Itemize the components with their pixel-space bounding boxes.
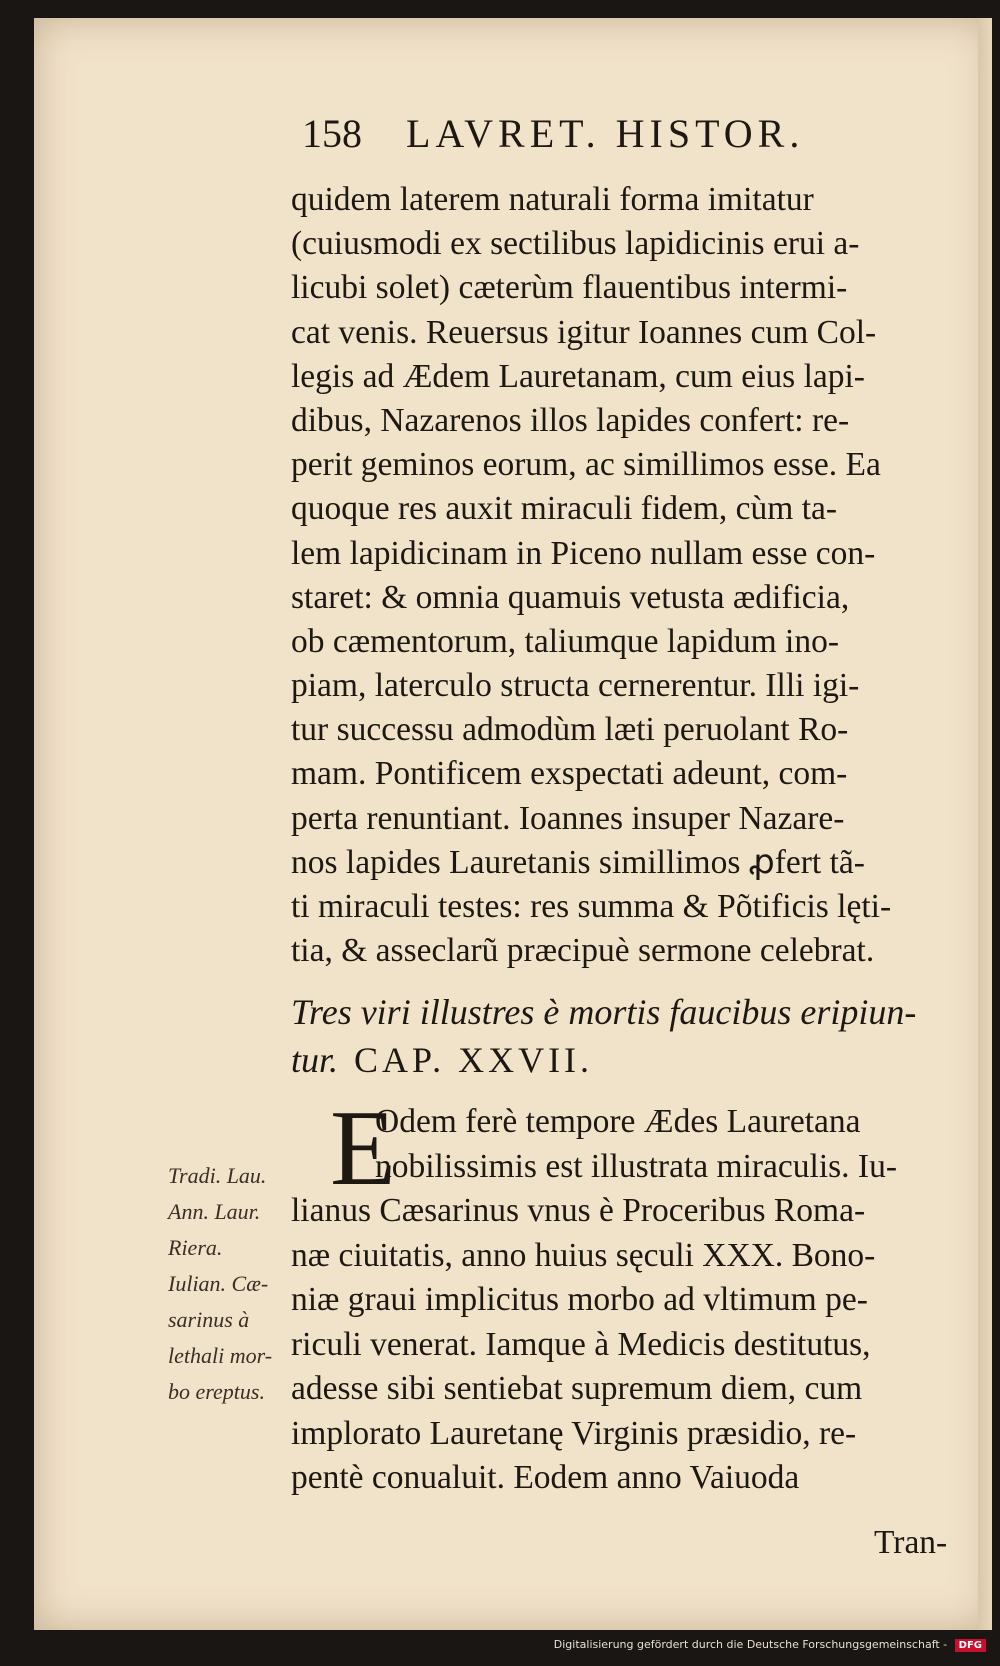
text-line: staret: & omnia quamuis vetusta ædificia, bbox=[291, 578, 850, 616]
marginal-note-line: Ann. Laur. bbox=[168, 1199, 261, 1224]
text-line: legis ad Ædem Lauretanam, cum eius lapi- bbox=[291, 357, 865, 395]
text-line: (cuiusmodi ex sectilibus lapidicinis erui a- bbox=[291, 225, 860, 263]
marginal-note bbox=[168, 1158, 308, 1410]
text-line: dibus, Nazarenos illos lapides confert: re- bbox=[291, 401, 850, 439]
drop-cap: E bbox=[330, 1089, 396, 1208]
chapter-heading bbox=[291, 988, 981, 1084]
credit-text: Digitalisierung gefördert durch die Deutsche Forschungsgemeinschaft - bbox=[553, 1638, 948, 1651]
text-line: tur successu admodùm læti peruolant Ro- bbox=[291, 711, 849, 749]
text-line: nobilissimis est illustrata miraculis. Iu- bbox=[375, 1147, 897, 1185]
marginal-note-line: lethali mor- bbox=[168, 1343, 273, 1368]
text-line: perta renuntiant. Ioannes insuper Nazare- bbox=[291, 799, 845, 837]
text-line: perit geminos eorum, ac simillimos esse. Ea bbox=[291, 446, 881, 484]
digitization-credit bbox=[0, 1638, 1000, 1660]
text-line: nos lapides Lauretanis simillimos ꝓfert tã- bbox=[291, 843, 865, 881]
chapter-heading-end: tur. bbox=[291, 1040, 339, 1080]
catchword: Tran- bbox=[874, 1524, 948, 1561]
running-title: LAVRET. HISTOR. bbox=[406, 111, 805, 156]
text-line: ti miraculi testes: res summa & Põtificis lętі- bbox=[291, 888, 892, 925]
paragraph-continuation bbox=[291, 178, 981, 973]
running-header bbox=[302, 110, 942, 170]
text-line: ob cæmentorum, taliumque lapidum ino- bbox=[291, 622, 840, 660]
text-line: implorato Lauretanę Virginis præsidio, re- bbox=[291, 1414, 857, 1452]
text-line: tia, & asseclarũ præcipuè sermone celebrat. bbox=[291, 932, 875, 970]
chapter-heading-line: Tres viri illustres è mortis faucibus eripiun- bbox=[291, 992, 917, 1032]
text-line: riculi venerat. Iamque à Medicis destitutus, bbox=[291, 1325, 871, 1363]
page-number: 158 bbox=[302, 111, 362, 156]
marginal-note-line: sarinus à bbox=[168, 1307, 250, 1332]
text-line: licubi solet) cæterùm flauentibus intermi- bbox=[291, 269, 848, 307]
marginal-note-line: Iulian. Cæ- bbox=[168, 1271, 269, 1296]
text-line: piam, laterculo structa cernerentur. Illi igi- bbox=[291, 667, 860, 705]
text-line: adesse sibi sentiebat supremum diem, cum bbox=[291, 1370, 863, 1407]
text-line: lianus Cæsarinus vnus è Proceribus Roma- bbox=[291, 1192, 866, 1229]
text-line: quidem laterem naturali forma imitatur bbox=[291, 181, 814, 218]
book-page bbox=[34, 18, 992, 1630]
paragraph-chapter-27 bbox=[291, 1089, 981, 1501]
marginal-note-line: Riera. bbox=[168, 1235, 223, 1260]
text-line: lem lapidicinam in Piceno nullam esse con- bbox=[291, 534, 876, 572]
chapter-number: CAP. XXVII. bbox=[354, 1040, 594, 1080]
dfg-logo: DFG bbox=[955, 1639, 986, 1652]
text-line: cat venis. Reuersus igitur Ioannes cum Col- bbox=[291, 313, 877, 351]
text-line: Odem ferè tempore Ædes Lauretana bbox=[375, 1103, 861, 1140]
chapter-heading-line bbox=[291, 1036, 981, 1084]
text-line: næ ciuitatis, anno huius sęculi XXX. Bono- bbox=[291, 1236, 876, 1274]
marginal-note-line: Tradi. Lau. bbox=[168, 1163, 267, 1188]
text-line: niæ graui implicitus morbo ad vltimum pe- bbox=[291, 1281, 868, 1318]
marginal-note-line: bo ereptus. bbox=[168, 1379, 265, 1404]
text-line: mam. Pontificem exspectati adeunt, com- bbox=[291, 755, 848, 793]
text-line: pentè conualuit. Eodem anno Vaiuoda bbox=[291, 1459, 800, 1496]
text-line: quoque res auxit miraculi fidem, cùm ta- bbox=[291, 490, 838, 528]
